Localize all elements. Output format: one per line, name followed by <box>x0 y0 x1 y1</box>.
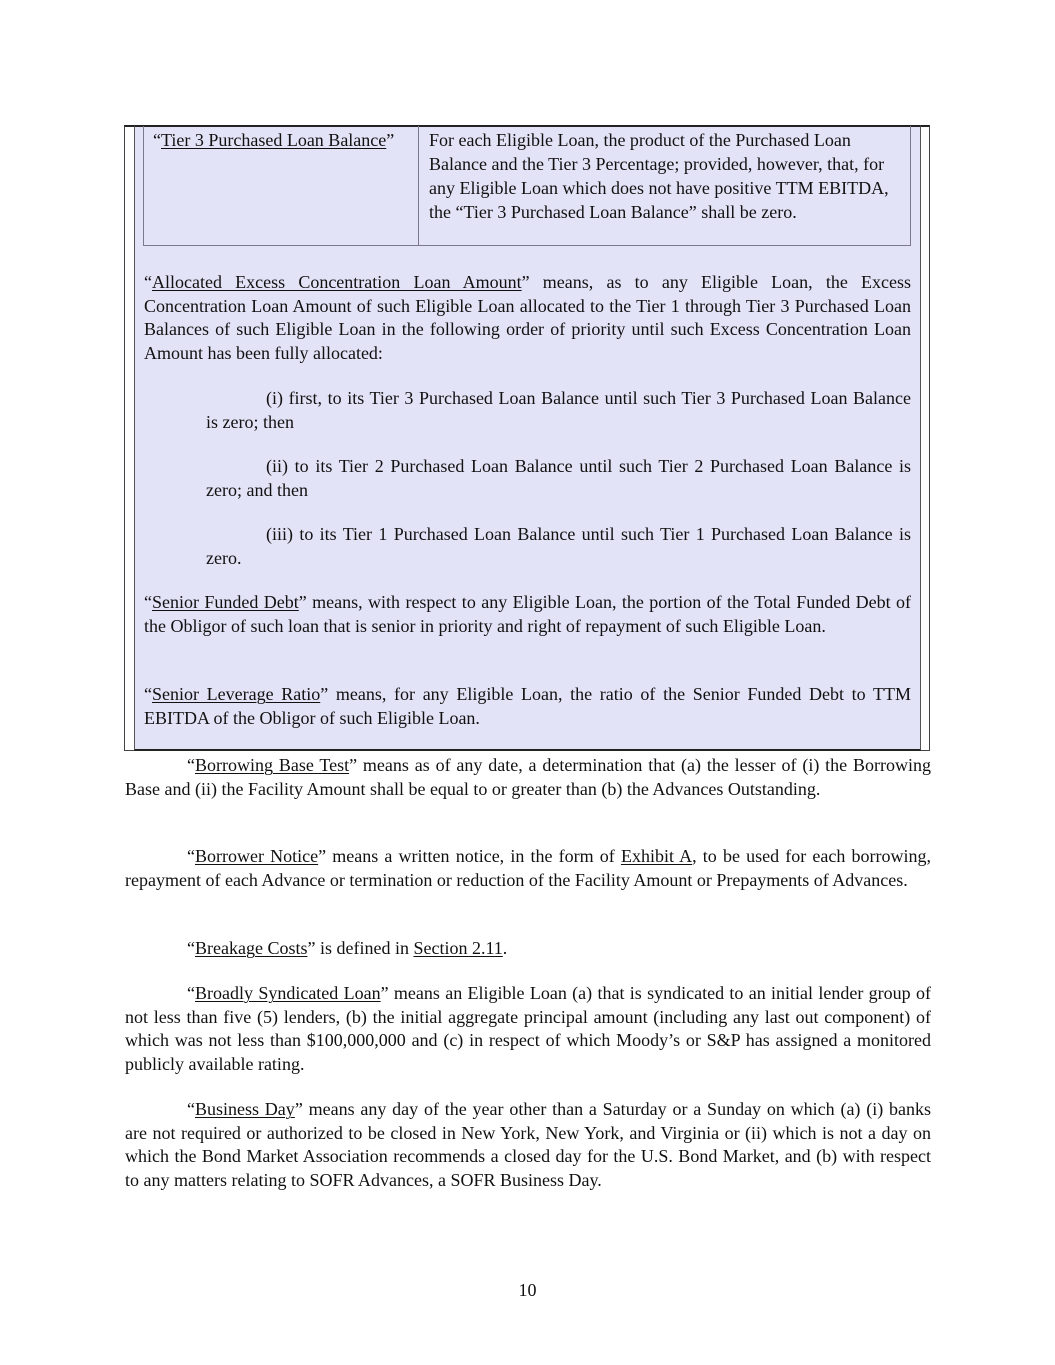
page-number: 10 <box>518 1280 537 1300</box>
cross-reference-exhibit-a: Exhibit A <box>620 846 693 866</box>
paragraph-senior-funded-debt: “Senior Funded Debt” means, with respect to any Eligible Loan, the portion of the Total Funded Debt of the Obligor of such loan that is senior in priority and right of repayment of such Eligible Loan. <box>144 592 912 636</box>
paragraph-borrower-notice: “Borrower Notice” means a written notice, in the form of Exhibit A, to be used for each borrowing, repayment of each Advance or termination or reduction of the Facility Amount or Prepayments of Advances. <box>125 846 931 890</box>
defined-term: Breakage Costs <box>195 938 308 958</box>
cross-reference-section: Section 2.11 <box>413 938 503 958</box>
defined-term: Business Day <box>195 1099 295 1119</box>
priority-item-2: (ii) to its Tier 2 Purchased Loan Balance until such Tier 2 Purchased Loan Balance is zero; and then <box>206 456 911 500</box>
paragraph-allocated-excess: “Allocated Excess Concentration Loan Amount” means, as to any Eligible Loan, the Excess Concentration Loan Amount of such Eligible Loan allocated to the Tier 1 through Tier 3 Purchased Loan Balances of such Eligible Loan in the following order of priority until such Excess Concentration Loan Amount has been fully allocated: <box>144 272 911 363</box>
priority-item-3: (iii) to its Tier 1 Purchased Loan Balance until such Tier 1 Purchased Loan Balance is zero. <box>206 524 911 568</box>
defined-term: Borrower Notice <box>195 846 319 866</box>
definition-term-cell: “Tier 3 Purchased Loan Balance” <box>144 126 419 245</box>
paragraph-senior-leverage-ratio: “Senior Leverage Ratio” means, for any Eligible Loan, the ratio of the Senior Funded Debt to TTM EBITDA of the Obligor of such Eligible Loan. <box>144 684 911 728</box>
paragraph-business-day: “Business Day” means any day of the year other than a Saturday or a Sunday on which (a) (i) banks are not required or authorized to be closed in New York, New York, and Virginia or (ii) which is not a day on which the Bond Market Association recommends a closed day for the U.S. Bond Market, and (b) with respect to any matters relating to SOFR Advances, a SOFR Business Day. <box>125 1099 932 1190</box>
priority-item-1: (i) first, to its Tier 3 Purchased Loan Balance until such Tier 3 Purchased Loan Balance is zero; then <box>206 388 911 432</box>
defined-term: Tier 3 Purchased Loan Balance <box>161 130 387 150</box>
defined-term: Broadly Syndicated Loan <box>195 983 381 1003</box>
defined-term: Borrowing Base Test <box>195 755 350 775</box>
paragraph-borrowing-base-test: “Borrowing Base Test” means as of any date, a determination that (a) the lesser of (i) the Borrowing Base and (ii) the Facility Amount shall be equal to or greater than (b) the Advances Outstanding. <box>125 755 931 799</box>
definition-table-row <box>143 126 911 246</box>
paragraph-broadly-syndicated-loan: “Broadly Syndicated Loan” means an Eligible Loan (a) that is syndicated to an initial lender group of not less than five (5) lenders, (b) the initial aggregate principal amount (including any last out component) of which was not less than $100,000,000 and (c) in respect of which Moody’s or S&P has assigned a monitored publicly available rating. <box>125 983 931 1074</box>
defined-term: Allocated Excess Concentration Loan Amount <box>152 272 522 292</box>
definition-text-cell: For each Eligible Loan, the product of the Purchased Loan Balance and the Tier 3 Percentage; provided, however, that, for any Eligible Loan which does not have positive TTM EBITDA, the “Tier 3 Purchased Loan Balance” shall be zero. <box>429 130 889 222</box>
defined-term: Senior Funded Debt <box>152 592 299 612</box>
paragraph-breakage-costs: “Breakage Costs” is defined in Section 2.11. <box>187 938 508 958</box>
defined-term: Senior Leverage Ratio <box>152 684 321 704</box>
